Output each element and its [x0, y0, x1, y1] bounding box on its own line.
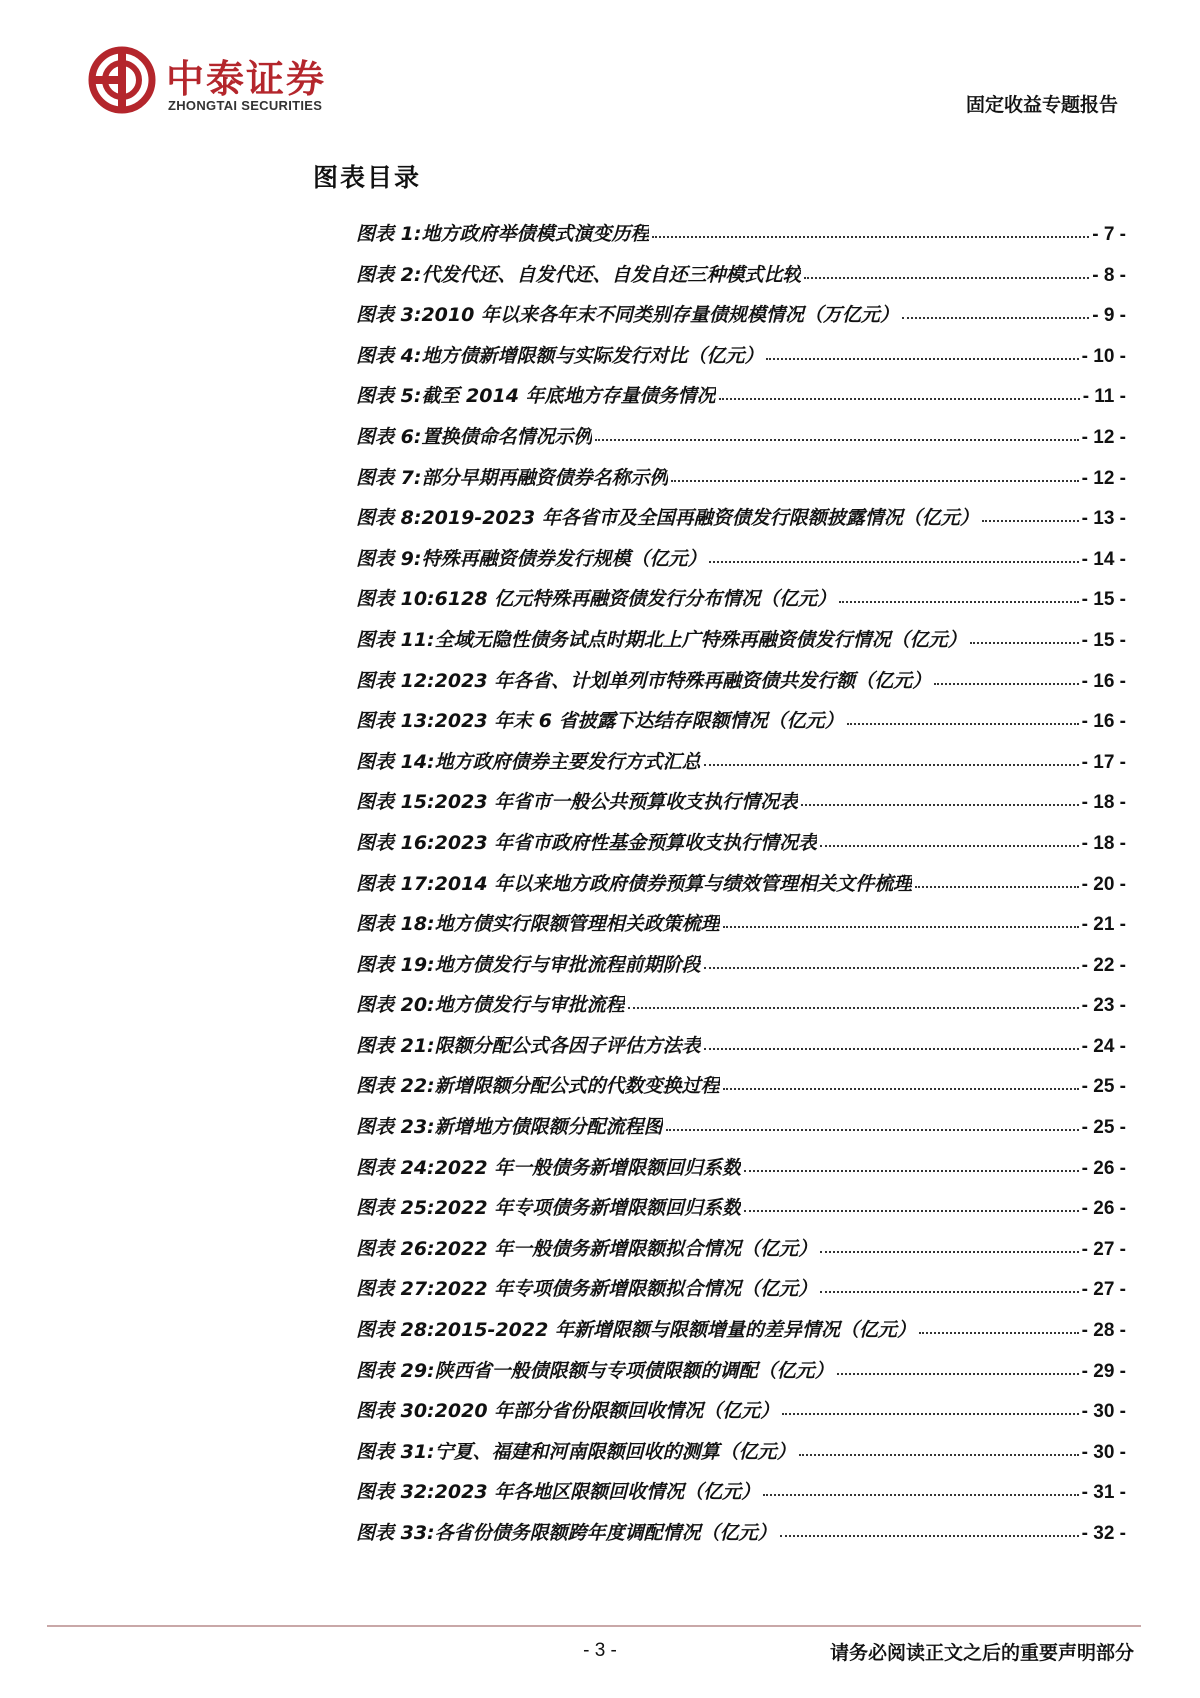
toc-item-caption: 2023 年末 6 省披露下达结存限额情况（亿元）: [434, 710, 844, 733]
toc-item-page: - 13 -: [1081, 508, 1126, 530]
footer-divider: [47, 1625, 1141, 1627]
toc-leader-dots: [652, 232, 1089, 238]
toc-item-label: 图表 24:: [356, 1156, 435, 1179]
toc-item-label: 图表 12:: [356, 669, 435, 692]
zhongtai-logo-icon: [88, 46, 156, 114]
report-type: 固定收益专题报告: [965, 94, 1118, 116]
toc-item-caption: 地方债实行限额管理相关政策梳理: [434, 913, 720, 936]
toc-item[interactable]: [356, 706, 1126, 747]
toc-item-page: - 25 -: [1081, 1076, 1126, 1098]
toc-item-page: - 9 -: [1092, 305, 1126, 327]
toc-leader-dots: [804, 273, 1089, 279]
toc-leader-dots: [744, 1166, 1078, 1172]
toc-item[interactable]: [356, 950, 1126, 991]
toc-item-page: - 20 -: [1081, 873, 1126, 895]
toc-item-caption: 2010 年以来各年末不同类别存量债规模情况（万亿元）: [421, 304, 899, 327]
toc-item-page: - 29 -: [1081, 1360, 1126, 1382]
toc-item[interactable]: [356, 1153, 1126, 1194]
toc-item[interactable]: [356, 300, 1126, 341]
toc-item[interactable]: [356, 219, 1126, 260]
toc-item[interactable]: [356, 1274, 1126, 1315]
toc-item-caption: 新增地方债限额分配流程图: [434, 1116, 663, 1139]
toc-leader-dots: [704, 963, 1079, 969]
toc-item[interactable]: [356, 1396, 1126, 1437]
toc-item[interactable]: [356, 1031, 1126, 1072]
toc-item-caption: 宁夏、福建和河南限额回收的测算（亿元）: [434, 1440, 796, 1463]
toc-item-caption: 2023 年省市政府性基金预算收支执行情况表: [434, 831, 818, 854]
toc-item-page: - 14 -: [1081, 548, 1126, 570]
brand-name-cn: 中泰证券: [166, 57, 327, 101]
page-number: - 3 -: [583, 1640, 617, 1661]
toc-item-caption: 2014 年以来地方政府债券预算与绩效管理相关文件梳理: [434, 872, 913, 895]
toc-item[interactable]: [356, 1437, 1126, 1478]
toc-item-caption: 地方债发行与审批流程前期阶段: [434, 953, 701, 976]
toc-item-page: - 21 -: [1081, 914, 1126, 936]
toc-item[interactable]: [356, 666, 1126, 707]
toc-leader-dots: [970, 638, 1079, 644]
toc-item-page: - 28 -: [1081, 1320, 1126, 1342]
toc-item-label: 图表 28:: [356, 1319, 435, 1342]
toc-item-page: - 30 -: [1081, 1441, 1126, 1463]
toc-item[interactable]: [356, 625, 1126, 666]
toc-item-page: - 32 -: [1081, 1523, 1126, 1544]
toc-item-label: 图表 31:: [356, 1440, 435, 1463]
toc-leader-dots: [837, 1369, 1079, 1375]
toc-leader-dots: [704, 1044, 1079, 1050]
toc-item-page: - 12 -: [1081, 467, 1126, 489]
toc-item-label: 图表 33:: [356, 1522, 435, 1544]
toc-item[interactable]: [356, 990, 1126, 1031]
toc-leader-dots: [820, 841, 1078, 847]
toc-item-caption: 新增限额分配公式的代数变换过程: [434, 1075, 720, 1098]
toc-item-caption: 2022 年专项债务新增限额回归系数: [434, 1197, 742, 1220]
toc-item-page: - 16 -: [1081, 711, 1126, 733]
toc-item-label: 图表 18:: [356, 913, 435, 936]
toc-item-caption: 2020 年部分省份限额回收情况（亿元）: [434, 1400, 780, 1423]
toc-item-label: 图表 9:: [356, 547, 422, 570]
toc-item[interactable]: [356, 1193, 1126, 1234]
toc-item-caption: 2022 年专项债务新增限额拟合情况（亿元）: [434, 1278, 818, 1301]
toc-item-caption: 截至 2014 年底地方存量债务情况: [421, 385, 716, 408]
toc-item-page: - 26 -: [1081, 1157, 1126, 1179]
toc-item-label: 图表 4:: [356, 344, 422, 367]
toc-leader-dots: [847, 719, 1079, 725]
toc-item-page: - 8 -: [1092, 264, 1126, 286]
toc-item-page: - 25 -: [1081, 1117, 1126, 1139]
toc-leader-dots: [595, 435, 1078, 441]
toc-item-label: 图表 22:: [356, 1075, 435, 1098]
toc-item[interactable]: [356, 869, 1126, 910]
toc-item-page: - 11 -: [1082, 386, 1126, 408]
toc-item[interactable]: [356, 1315, 1126, 1356]
toc-item-page: - 17 -: [1081, 751, 1126, 773]
toc-leader-dots: [763, 1490, 1078, 1496]
toc-item[interactable]: [356, 1356, 1126, 1397]
toc-item-caption: 6128 亿元特殊再融资债发行分布情况（亿元）: [434, 588, 837, 611]
toc-item-caption: 地方政府举债模式演变历程: [421, 223, 650, 245]
toc-item[interactable]: [356, 463, 1126, 504]
toc-item-caption: 各省份债务限额跨年度调配情况（亿元）: [434, 1522, 777, 1544]
toc-item-page: - 15 -: [1081, 629, 1126, 651]
toc-leader-dots: [671, 476, 1078, 482]
toc-leader-dots: [780, 1531, 1079, 1537]
toc-item[interactable]: [356, 1112, 1126, 1153]
toc-item-label: 图表 10:: [356, 588, 435, 611]
toc-leader-dots: [766, 354, 1078, 360]
toc-item-label: 图表 30:: [356, 1400, 435, 1423]
toc-item-page: - 27 -: [1081, 1238, 1126, 1260]
toc-item-page: - 16 -: [1081, 670, 1126, 692]
toc-item-label: 图表 27:: [356, 1278, 435, 1301]
toc-item-label: 图表 25:: [356, 1197, 435, 1220]
toc-item-page: - 7 -: [1092, 224, 1126, 245]
footer-disclaimer: 请务必阅读正文之后的重要声明部分: [829, 1642, 1134, 1664]
toc-leader-dots: [744, 1206, 1078, 1212]
toc-item-caption: 部分早期再融资债券名称示例: [421, 466, 669, 489]
toc-item[interactable]: [356, 584, 1126, 625]
toc-item[interactable]: [356, 544, 1126, 585]
toc-item-caption: 地方债发行与审批流程: [434, 994, 625, 1017]
toc-leader-dots: [934, 679, 1078, 685]
toc-item[interactable]: [356, 909, 1126, 950]
toc-item-caption: 全域无隐性债务试点时期北上广特殊再融资债发行情况（亿元）: [434, 628, 967, 651]
toc-leader-dots: [782, 1409, 1078, 1415]
toc-leader-dots: [723, 1084, 1079, 1090]
toc-item-label: 图表 6:: [356, 425, 422, 448]
toc-leader-dots: [704, 760, 1079, 766]
toc-item-label: 图表 21:: [356, 1034, 435, 1057]
toc-leader-dots: [628, 1003, 1079, 1009]
toc-leader-dots: [982, 516, 1079, 522]
toc-item-page: - 26 -: [1081, 1198, 1126, 1220]
toc-item[interactable]: [356, 787, 1126, 828]
toc-item-page: - 18 -: [1081, 792, 1126, 814]
toc-item[interactable]: [356, 1071, 1126, 1112]
toc-leader-dots: [719, 394, 1080, 400]
toc-item[interactable]: [356, 503, 1126, 544]
toc-item-label: 图表 1:: [356, 223, 422, 245]
toc-item[interactable]: [356, 422, 1126, 463]
toc-item-caption: 地方政府债券主要发行方式汇总: [434, 750, 701, 773]
toc-item-caption: 2022 年一般债务新增限额回归系数: [434, 1156, 742, 1179]
toc-item-label: 图表 14:: [356, 750, 435, 773]
toc-leader-dots: [723, 922, 1079, 928]
toc-item-label: 图表 20:: [356, 994, 435, 1017]
toc-leader-dots: [801, 800, 1078, 806]
toc-item[interactable]: [356, 1234, 1126, 1275]
toc-item[interactable]: [356, 1477, 1126, 1518]
toc-item[interactable]: [356, 747, 1126, 788]
toc-item-label: 图表 17:: [356, 872, 435, 895]
page-header: [0, 0, 1200, 130]
toc-leader-dots: [820, 1287, 1078, 1293]
toc-item-caption: 2015-2022 年新增限额与限额增量的差异情况（亿元）: [434, 1319, 916, 1342]
toc-item-label: 图表 29:: [356, 1359, 435, 1382]
toc-item-caption: 地方债新增限额与实际发行对比（亿元）: [421, 344, 764, 367]
toc-leader-dots: [902, 313, 1089, 319]
toc-leader-dots: [839, 597, 1078, 603]
toc-item-label: 图表 7:: [356, 466, 422, 489]
toc-item-label: 图表 5:: [356, 385, 422, 408]
brand-name-en: ZHONGTAI SECURITIES: [168, 98, 323, 113]
toc-item-label: 图表 3:: [356, 304, 422, 327]
toc-item-label: 图表 32:: [356, 1481, 435, 1504]
toc-item-label: 图表 2:: [356, 263, 422, 286]
toc-item-caption: 特殊再融资债券发行规模（亿元）: [421, 547, 707, 570]
toc-leader-dots: [709, 557, 1078, 563]
toc-item[interactable]: [356, 1518, 1126, 1559]
toc-item-page: - 23 -: [1081, 995, 1126, 1017]
toc-item-caption: 限额分配公式各因子评估方法表: [434, 1034, 701, 1057]
toc-leader-dots: [919, 1328, 1079, 1334]
toc-item-caption: 2023 年省市一般公共预算收支执行情况表: [434, 791, 799, 814]
toc-item-page: - 27 -: [1081, 1279, 1126, 1301]
toc-item-page: - 22 -: [1081, 954, 1126, 976]
toc-item-page: - 18 -: [1081, 832, 1126, 854]
toc-item-page: - 12 -: [1081, 426, 1126, 448]
toc-item-label: 图表 11:: [356, 628, 435, 651]
toc-item-page: - 24 -: [1081, 1035, 1126, 1057]
toc-item-caption: 陕西省一般债限额与专项债限额的调配（亿元）: [434, 1359, 834, 1382]
toc-item-label: 图表 23:: [356, 1116, 435, 1139]
toc-item-caption: 置换债命名情况示例: [421, 425, 593, 448]
toc-item[interactable]: [356, 381, 1126, 422]
toc-item-page: - 31 -: [1081, 1482, 1126, 1504]
toc-item[interactable]: [356, 260, 1126, 301]
toc-leader-dots: [915, 882, 1078, 888]
toc-leader-dots: [799, 1450, 1079, 1456]
toc-list: [356, 219, 1126, 1559]
toc-item-label: 图表 8:: [356, 507, 422, 530]
toc-item[interactable]: [356, 828, 1126, 869]
toc-item-label: 图表 15:: [356, 791, 435, 814]
toc-leader-dots: [666, 1125, 1079, 1131]
toc-leader-dots: [820, 1247, 1078, 1253]
toc-item-label: 图表 16:: [356, 831, 435, 854]
toc-item-caption: 2023 年各省、计划单列市特殊再融资债共发行额（亿元）: [434, 669, 932, 692]
toc-item-label: 图表 13:: [356, 710, 435, 733]
toc-item-caption: 2022 年一般债务新增限额拟合情况（亿元）: [434, 1237, 818, 1260]
toc-item-caption: 2023 年各地区限额回收情况（亿元）: [434, 1481, 761, 1504]
toc-item-label: 图表 26:: [356, 1237, 435, 1260]
toc-item[interactable]: [356, 341, 1126, 382]
toc-item-page: - 15 -: [1081, 589, 1126, 611]
toc-item-caption: 2019-2023 年各省市及全国再融资债发行限额披露情况（亿元）: [421, 507, 979, 530]
toc-title: 图表目录: [313, 163, 422, 192]
toc-item-page: - 10 -: [1081, 345, 1126, 367]
toc-item-label: 图表 19:: [356, 953, 435, 976]
toc-item-caption: 代发代还、自发代还、自发自还三种模式比较: [421, 263, 802, 286]
toc-item-page: - 30 -: [1081, 1401, 1126, 1423]
